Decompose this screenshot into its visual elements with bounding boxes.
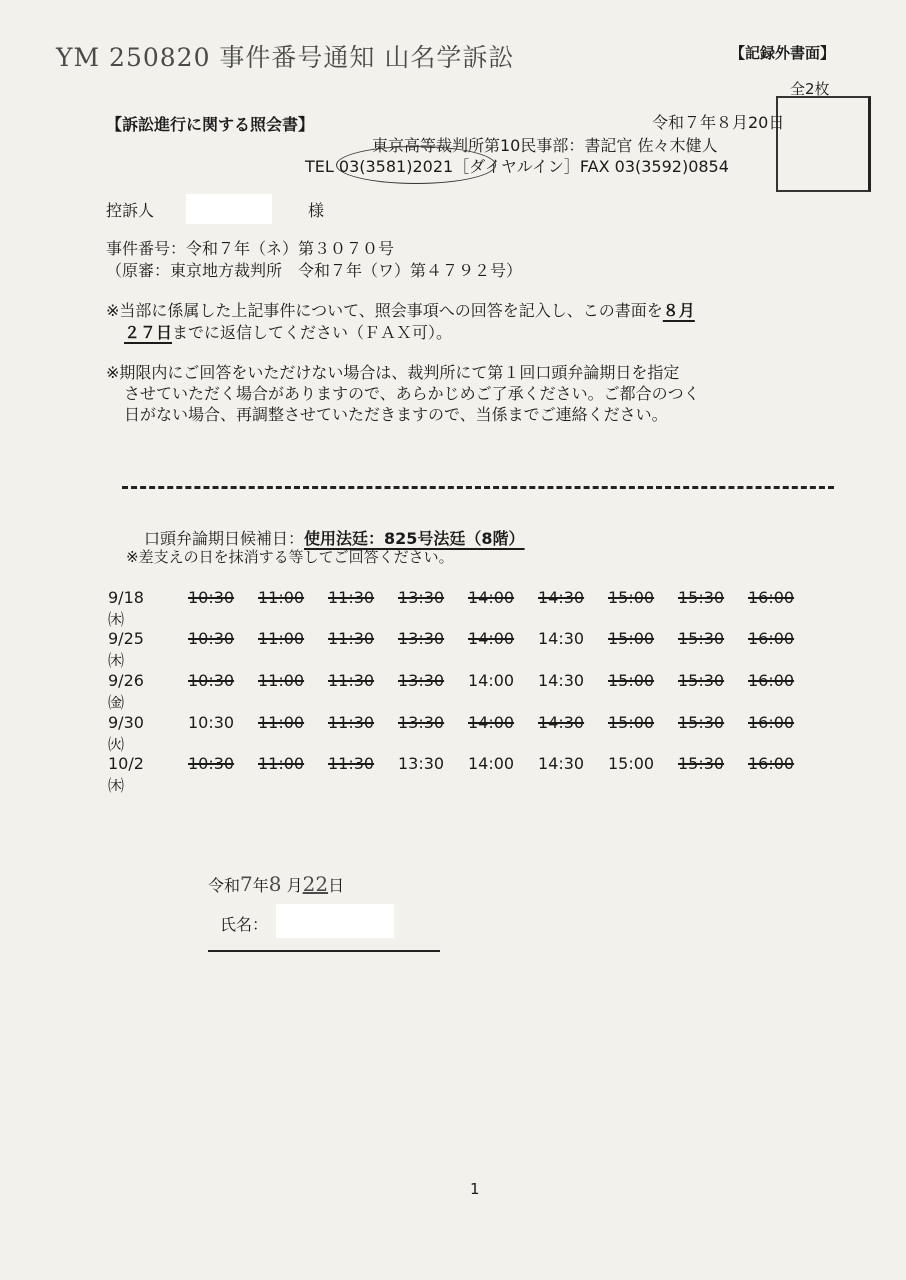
- time-slot-struck: 16:00: [748, 629, 795, 648]
- time-slot-struck: 14:00: [468, 588, 515, 607]
- note1-suffix: までに返信してください（ＦＡＸ可）。: [172, 323, 453, 342]
- time-slot-struck: 11:00: [258, 754, 305, 773]
- note1-line1: [106, 298, 695, 321]
- note1-line2: [124, 320, 452, 343]
- time-slot-struck: 15:00: [608, 629, 655, 648]
- time-slot-available: 14:00: [468, 671, 515, 690]
- time-slot-struck: 15:00: [608, 713, 655, 732]
- time-slot-struck: 16:00: [748, 713, 795, 732]
- time-slot-struck: 15:00: [608, 671, 655, 690]
- fax-number: FAX 03(3592)0854: [579, 157, 729, 176]
- time-slot-available: 10:30: [188, 713, 235, 732]
- time-slot-struck: 15:30: [678, 629, 725, 648]
- reply-year-unit: 年: [252, 876, 269, 895]
- redacted-signature: [276, 904, 394, 938]
- time-slot-struck: 16:00: [748, 671, 795, 690]
- page-count: 全2枚: [790, 80, 830, 98]
- handwritten-header: YM 250820 事件番号通知 山名学訴訟: [56, 43, 515, 72]
- time-slot-struck: 14:00: [468, 713, 515, 732]
- schedule-instruction: ※差支えの日を抹消する等してご回答ください。: [126, 548, 454, 566]
- dial-in-label: ［ダイヤルイン］: [453, 157, 580, 176]
- note2-line3: 日がない場合、再調整させていただきますので、当係までご連絡ください。: [124, 405, 668, 424]
- sender-line: 東京高等裁判所第10民事部：書記官 佐々木健人: [372, 136, 718, 155]
- time-slot-struck: 15:30: [678, 713, 725, 732]
- reply-era: 令和: [208, 876, 241, 895]
- tel-number: 03(3581)2021: [338, 157, 454, 176]
- time-slot-struck: 13:30: [398, 713, 445, 732]
- courtroom-label: 使用法廷：825号法廷（8階）: [304, 529, 525, 548]
- deadline-month: ８月: [662, 301, 695, 320]
- time-slot-struck: 15:00: [608, 588, 655, 607]
- time-slot-struck: 14:00: [468, 629, 515, 648]
- time-slot-struck: 11:30: [328, 588, 375, 607]
- tel-circle-mark: [336, 146, 496, 184]
- time-slot-struck: 13:30: [398, 671, 445, 690]
- time-slot-struck: 13:30: [398, 629, 445, 648]
- time-slot-struck: 11:00: [258, 588, 305, 607]
- page-number: 1: [470, 1180, 480, 1198]
- time-slot-struck: 11:30: [328, 754, 375, 773]
- reply-date: [208, 872, 344, 896]
- receipt-stamp-box: [776, 96, 871, 192]
- issue-date: 令和７年８月20日: [652, 113, 785, 132]
- time-slot-struck: 11:00: [258, 629, 305, 648]
- deadline-day: ２７日: [124, 323, 173, 342]
- signature-line: [208, 950, 440, 952]
- reply-year: 7: [240, 872, 253, 896]
- original-case: （原審：東京地方裁判所 令和７年（ワ）第４７９２号）: [106, 261, 523, 280]
- note1-text: ※当部に係属した上記事件について、照会事項への回答を記入し、この書面を: [106, 301, 663, 320]
- time-slot-struck: 15:30: [678, 754, 725, 773]
- case-number: 事件番号：令和７年（ネ）第３０７０号: [106, 239, 395, 258]
- time-slot-available: 14:00: [468, 754, 515, 773]
- time-slot-available: 14:30: [538, 671, 585, 690]
- schedule-date: 10/2㈭: [108, 754, 144, 795]
- record-label: 【記録外書面】: [730, 44, 836, 62]
- dashed-separator: [122, 486, 834, 489]
- time-slot-struck: 11:30: [328, 713, 375, 732]
- schedule-date: 9/18㈭: [108, 588, 144, 629]
- time-slot-available: 15:00: [608, 754, 655, 773]
- time-slot-struck: 15:30: [678, 588, 725, 607]
- time-slot-struck: 14:30: [538, 588, 585, 607]
- note2-line2: させていただく場合がありますので、あらかじめご了承ください。ご都合のつく: [124, 384, 700, 403]
- document-title: 【訴訟進行に関する照会書】: [106, 115, 315, 134]
- time-slot-struck: 16:00: [748, 588, 795, 607]
- tel-label: TEL: [305, 157, 334, 176]
- time-slot-struck: 11:30: [328, 629, 375, 648]
- note2-line1: ※期限内にご回答をいただけない場合は、裁判所にて第１回口頭弁論期日を指定: [106, 363, 680, 382]
- redacted-name: [186, 194, 272, 224]
- reply-month: 8: [268, 872, 282, 896]
- addressee-label: 控訴人: [106, 201, 155, 220]
- time-slot-available: 14:30: [538, 754, 585, 773]
- time-slot-struck: 14:30: [538, 713, 585, 732]
- schedule-date: 9/25㈭: [108, 629, 144, 670]
- addressee-honorific: 様: [308, 201, 325, 220]
- name-label: 氏名：: [220, 915, 269, 934]
- time-slot-struck: 15:30: [678, 671, 725, 690]
- reply-day-unit: 日: [328, 876, 345, 895]
- time-slot-struck: 10:30: [188, 629, 235, 648]
- time-slot-struck: 10:30: [188, 671, 235, 690]
- time-slot-struck: 11:00: [258, 713, 305, 732]
- time-slot-struck: 16:00: [748, 754, 795, 773]
- reply-month-unit: 月: [286, 876, 303, 895]
- reply-day: 22: [302, 872, 329, 896]
- time-slot-struck: 13:30: [398, 588, 445, 607]
- schedule-date: 9/26㈮: [108, 671, 144, 712]
- time-slot-struck: 11:30: [328, 671, 375, 690]
- time-slot-available: 14:30: [538, 629, 585, 648]
- time-slot-available: 13:30: [398, 754, 445, 773]
- schedule-heading-label: 口頭弁論期日候補日：: [144, 529, 305, 548]
- time-slot-struck: 10:30: [188, 588, 235, 607]
- time-slot-struck: 10:30: [188, 754, 235, 773]
- time-slot-struck: 11:00: [258, 671, 305, 690]
- schedule-date: 9/30㈫: [108, 713, 144, 754]
